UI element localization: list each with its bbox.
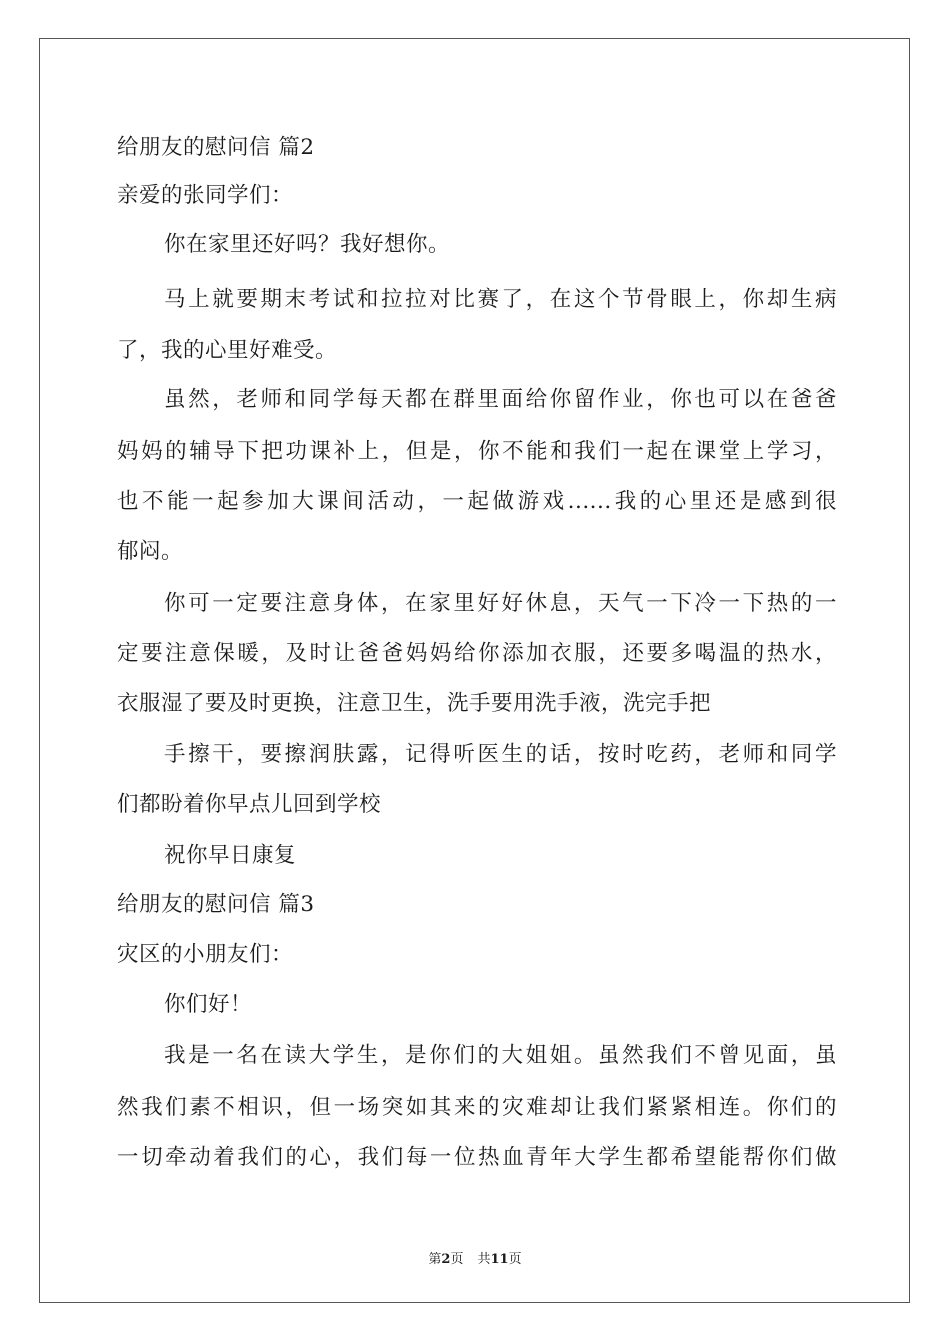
- page-suffix: 页: [450, 1252, 464, 1267]
- text-line: 虽然，老师和同学每天都在群里面给你留作业，你也可以在爸爸: [164, 387, 837, 412]
- total-pages: 11: [490, 1252, 509, 1267]
- text-line: 给朋友的慰问信 篇2: [117, 135, 315, 160]
- text-line: 也不能一起参加大课间活动，一起做游戏......我的心里还是感到很: [117, 489, 837, 514]
- text-line: 祝你早日康复: [164, 843, 297, 868]
- text-line: 郁闷。: [117, 539, 184, 564]
- total-prefix: 共: [477, 1252, 491, 1267]
- text-line: 衣服湿了要及时更换，注意卫生，洗手要用洗手液，洗完手把: [117, 691, 712, 716]
- text-line: 一切牵动着我们的心，我们每一位热血青年大学生都希望能帮你们做: [117, 1145, 837, 1170]
- text-line: 你们好！: [164, 992, 253, 1017]
- page-prefix: 第: [428, 1252, 442, 1267]
- text-line: 我是一名在读大学生，是你们的大姐姐。虽然我们不曾见面，虽: [164, 1043, 837, 1068]
- text-line: 们都盼着你早点儿回到学校: [117, 792, 382, 817]
- text-line: 了，我的心里好难受。: [117, 338, 338, 363]
- text-line: 手擦干，要擦润肤露，记得听医生的话，按时吃药，老师和同学: [164, 742, 837, 767]
- text-line: 妈妈的辅导下把功课补上，但是，你不能和我们一起在课堂上学习，: [117, 439, 837, 464]
- text-line: 灾区的小朋友们：: [117, 942, 294, 967]
- text-line: 定要注意保暖，及时让爸爸妈妈给你添加衣服，还要多喝温的热水，: [117, 641, 837, 666]
- text-line: 你可一定要注意身体，在家里好好休息，天气一下冷一下热的一: [164, 591, 837, 616]
- text-line: 马上就要期末考试和拉拉对比赛了，在这个节骨眼上，你却生病: [164, 287, 837, 312]
- text-line: 然我们素不相识，但一场突如其来的灾难却让我们紧紧相连。你们的: [117, 1095, 837, 1120]
- total-suffix: 页: [508, 1252, 522, 1267]
- text-line: 给朋友的慰问信 篇3: [117, 892, 315, 917]
- text-line: 亲爱的张同学们：: [117, 183, 294, 208]
- text-line: 你在家里还好吗？我好想你。: [164, 232, 451, 257]
- page-footer: [0, 1248, 950, 1267]
- page-number: 2: [441, 1252, 451, 1267]
